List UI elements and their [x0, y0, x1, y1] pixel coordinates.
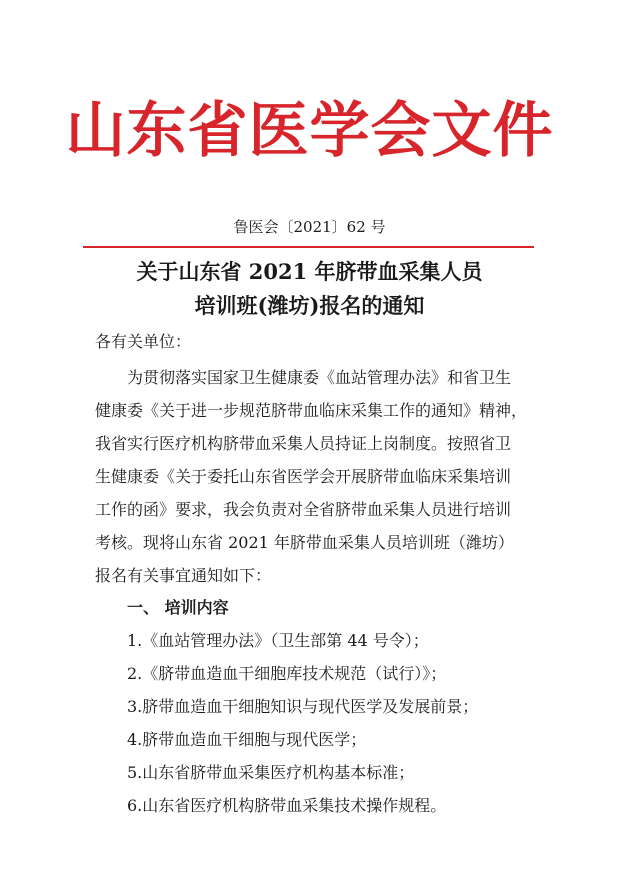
body-paragraph-line: 生健康委《关于委托山东省医学会开展脐带血临床采集培训	[95, 467, 512, 486]
notice-title-line-1: 关于山东省 2021 年脐带血采集人员	[136, 259, 483, 284]
body-paragraph-line: 健康委《关于进一步规范脐带血临床采集工作的通知》精神，	[95, 401, 528, 420]
addressee: 各有关单位：	[95, 332, 192, 351]
body-paragraph-line: 报名有关事宜通知如下：	[95, 566, 272, 585]
document-number: 鲁医会〔2021〕62 号	[233, 218, 386, 236]
notice-title-line-2: 培训班(潍坊)报名的通知	[194, 293, 425, 318]
list-item: 2.《脐带血造血干细胞库技术规范（试行）》；	[127, 664, 447, 683]
body-paragraph-line: 工作的函》要求，我会负责对全省脐带血采集人员进行培训	[95, 500, 512, 519]
issuing-organization-title: 山东省医学会文件	[65, 96, 554, 166]
red-divider-line	[83, 246, 534, 248]
section-heading-training-content: 一、 培训内容	[127, 598, 229, 617]
body-paragraph-line: 考核。现将山东省 2021 年脐带血采集人员培训班（潍坊）	[95, 533, 514, 552]
body-paragraph-line: 为贯彻落实国家卫生健康委《血站管理办法》和省卫生	[127, 368, 512, 387]
body-paragraph-line: 我省实行医疗机构脐带血采集人员持证上岗制度。按照省卫	[95, 434, 512, 453]
list-item: 1.《血站管理办法》（卫生部第 44 号令）；	[127, 631, 429, 650]
list-item: 6.山东省医疗机构脐带血采集技术操作规程。	[127, 796, 447, 815]
list-item: 3.脐带血造血干细胞知识与现代医学及发展前景；	[127, 697, 479, 716]
list-item: 5.山东省脐带血采集医疗机构基本标准；	[127, 763, 415, 782]
list-item: 4.脐带血造血干细胞与现代医学；	[127, 730, 367, 749]
